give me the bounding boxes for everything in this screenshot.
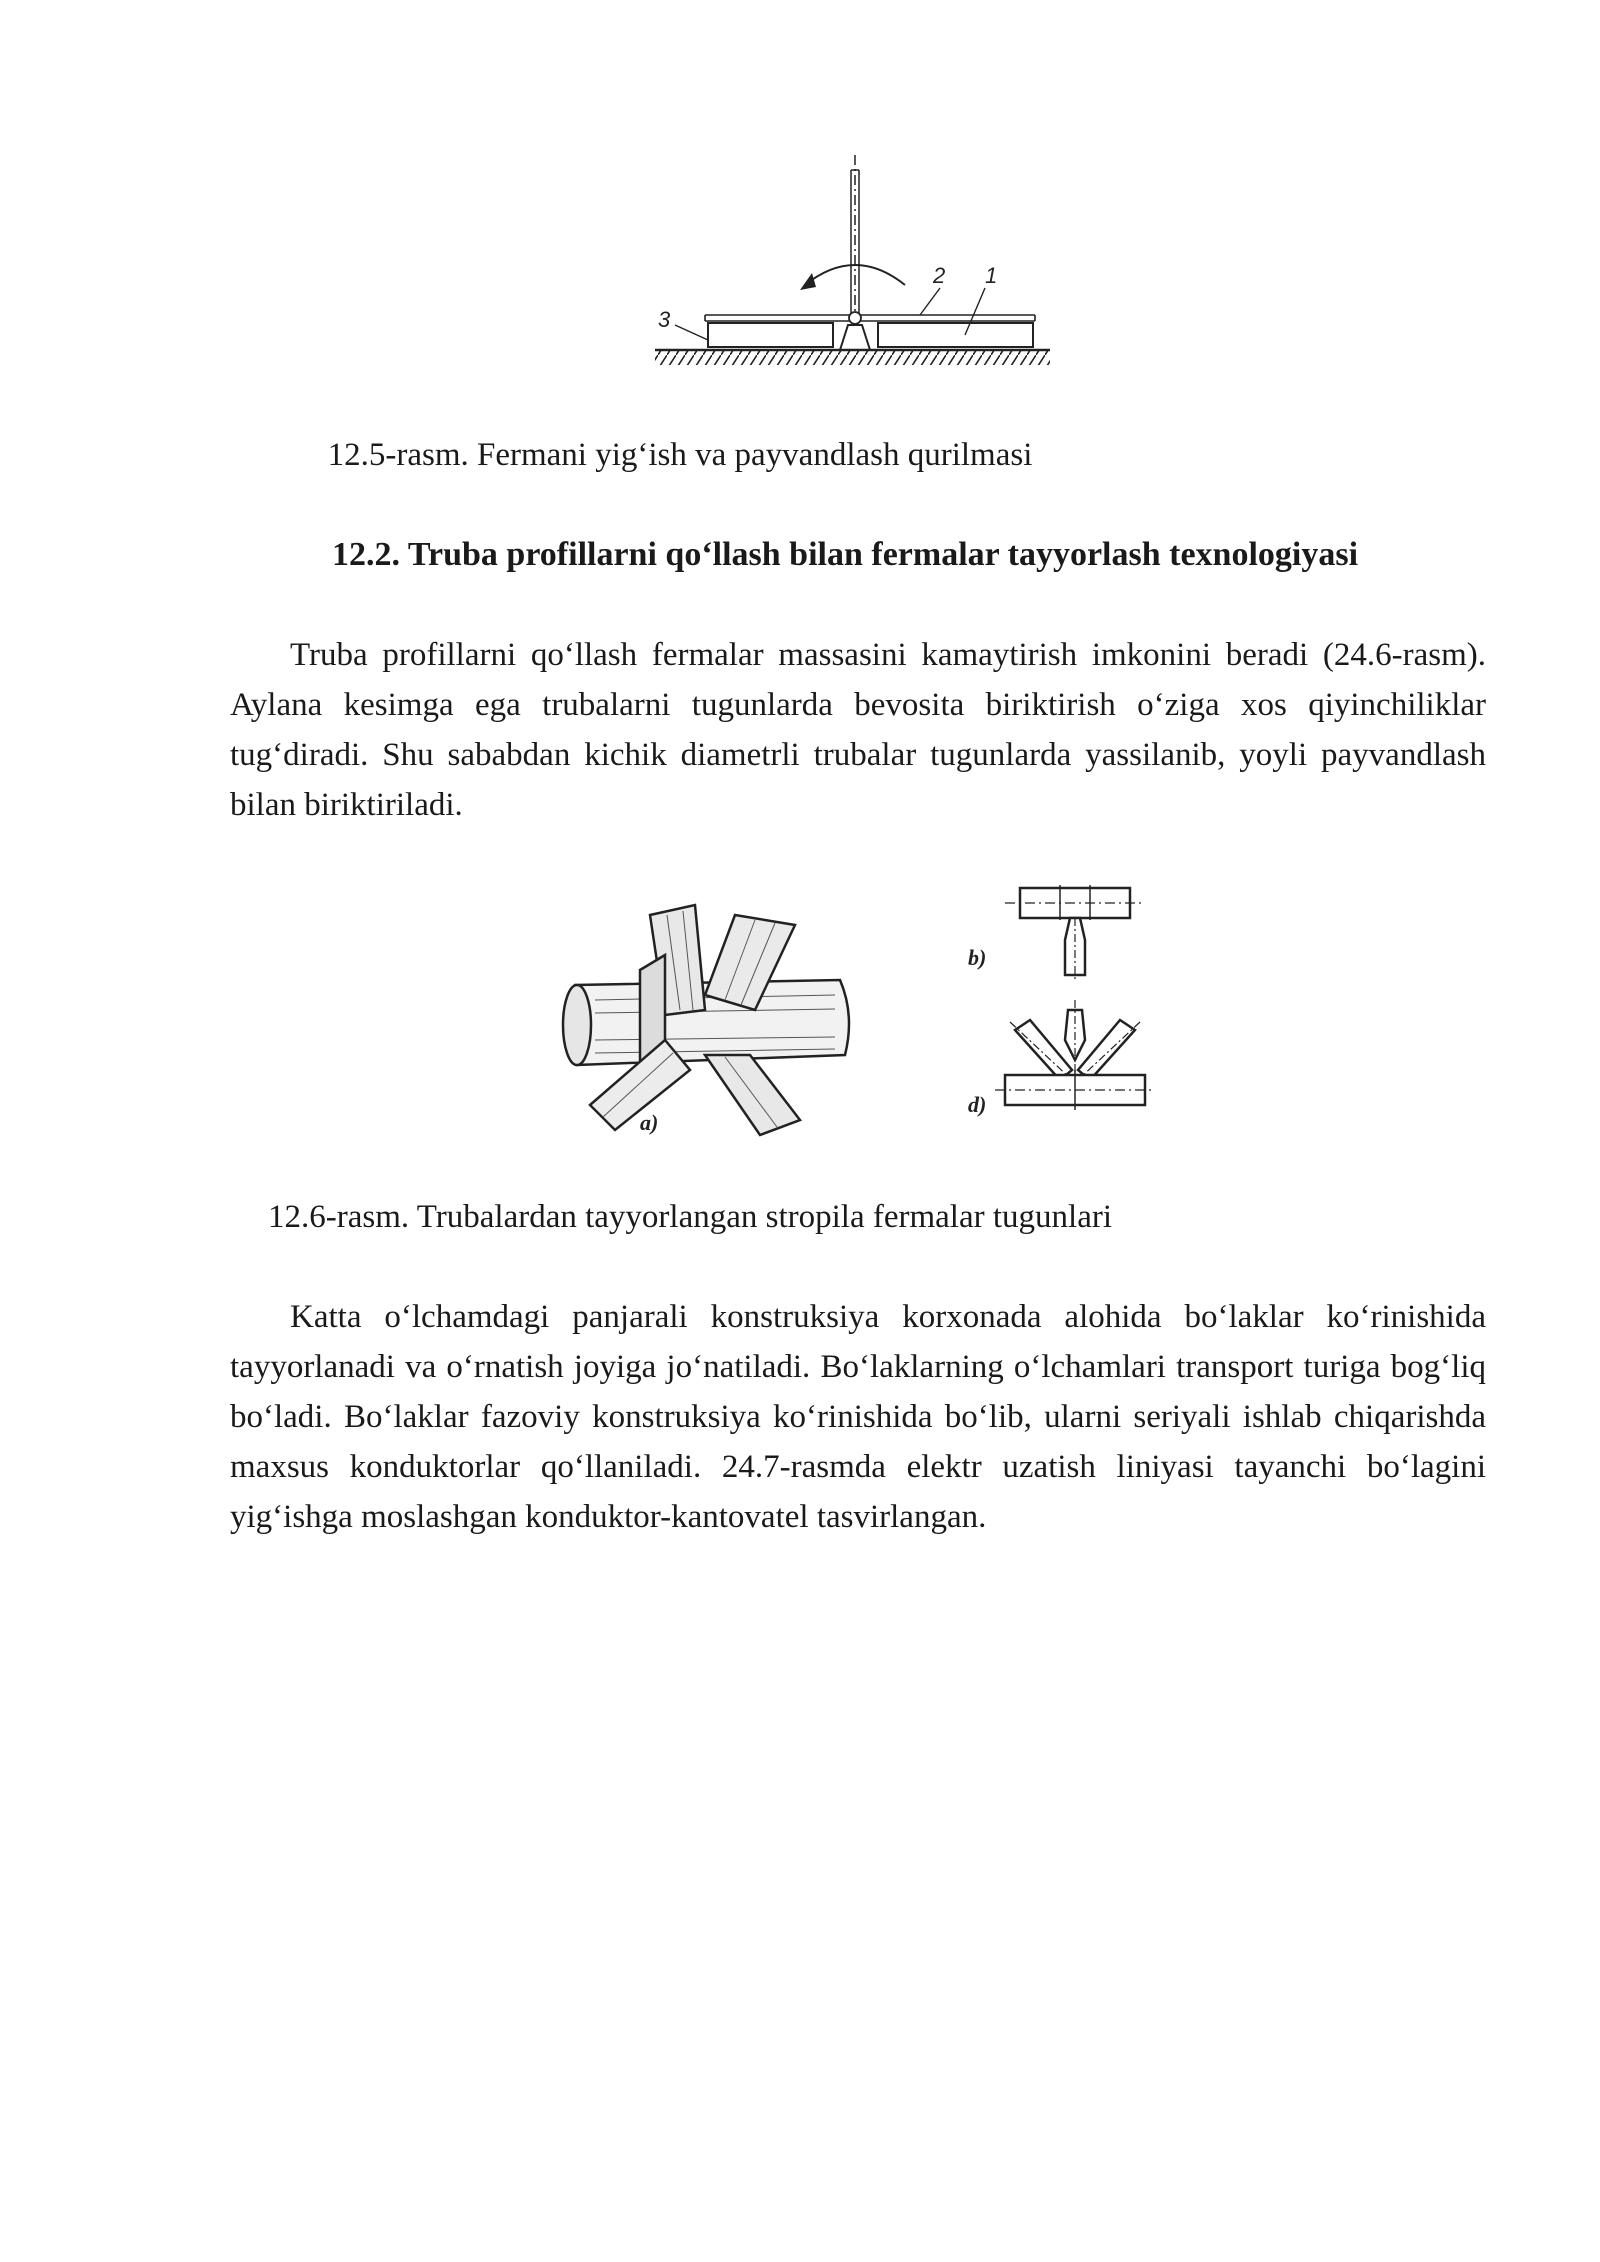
paragraph-1: Truba profillarni qo‘llash fermalar massasini kamaytirish imkonini beradi (24.6-rasm). Aylana kesimga ega trubalarni tugunlarda bevosita biriktirish o‘ziga xos qiyinchiliklar tug‘diradi. Shu sababdan kichik diametrli trubalar tugunlarda yassilanib, yoyli payvandlash bilan biriktiriladi. [230,637,1486,823]
fixture-label-2: 2 [933,263,946,288]
node-label-d: d) [968,1092,987,1117]
figure-caption-12-6: 12.6-rasm. Trubalardan tayyorlangan stropila fermalar tugunlari [267,1199,1112,1235]
figure-caption-12-5: 12.5-rasm. Fermani yig‘ish va payvandlash qurilmasi [327,437,1033,473]
node-label-a: a) [640,1110,659,1135]
node-label-b: b) [968,945,987,970]
flattened-joint-details-drawing [960,880,1160,1130]
fixture-label-3: 3 [658,307,671,332]
section-heading: 12.2. Truba profillarni qo‘llash bilan fermalar tayyorlash texnologiyasi [331,536,1359,573]
assembly-fixture-drawing [640,145,1060,375]
fixture-label-1: 1 [985,263,998,288]
tube-node-perspective-drawing [555,895,865,1145]
paragraph-2: Katta o‘lchamdagi panjarali konstruksiya korxonada alohida bo‘laklar ko‘rinishida tayyorlanadi va o‘rnatish joyiga jo‘natiladi. Bo‘laklarning o‘lchamlari transport turiga bog‘liq bo‘ladi. Bo‘laklar fazoviy konstruksiya ko‘rinishida bo‘lib, ularni seriyali ishlab chiqarishda maxsus konduktorlar qo‘llaniladi. 24.7-rasmda elektr uzatish liniyasi tayanchi bo‘lagini yig‘ishga moslashgan konduktor-kantovatel tasvirlangan. [230,1299,1486,1535]
